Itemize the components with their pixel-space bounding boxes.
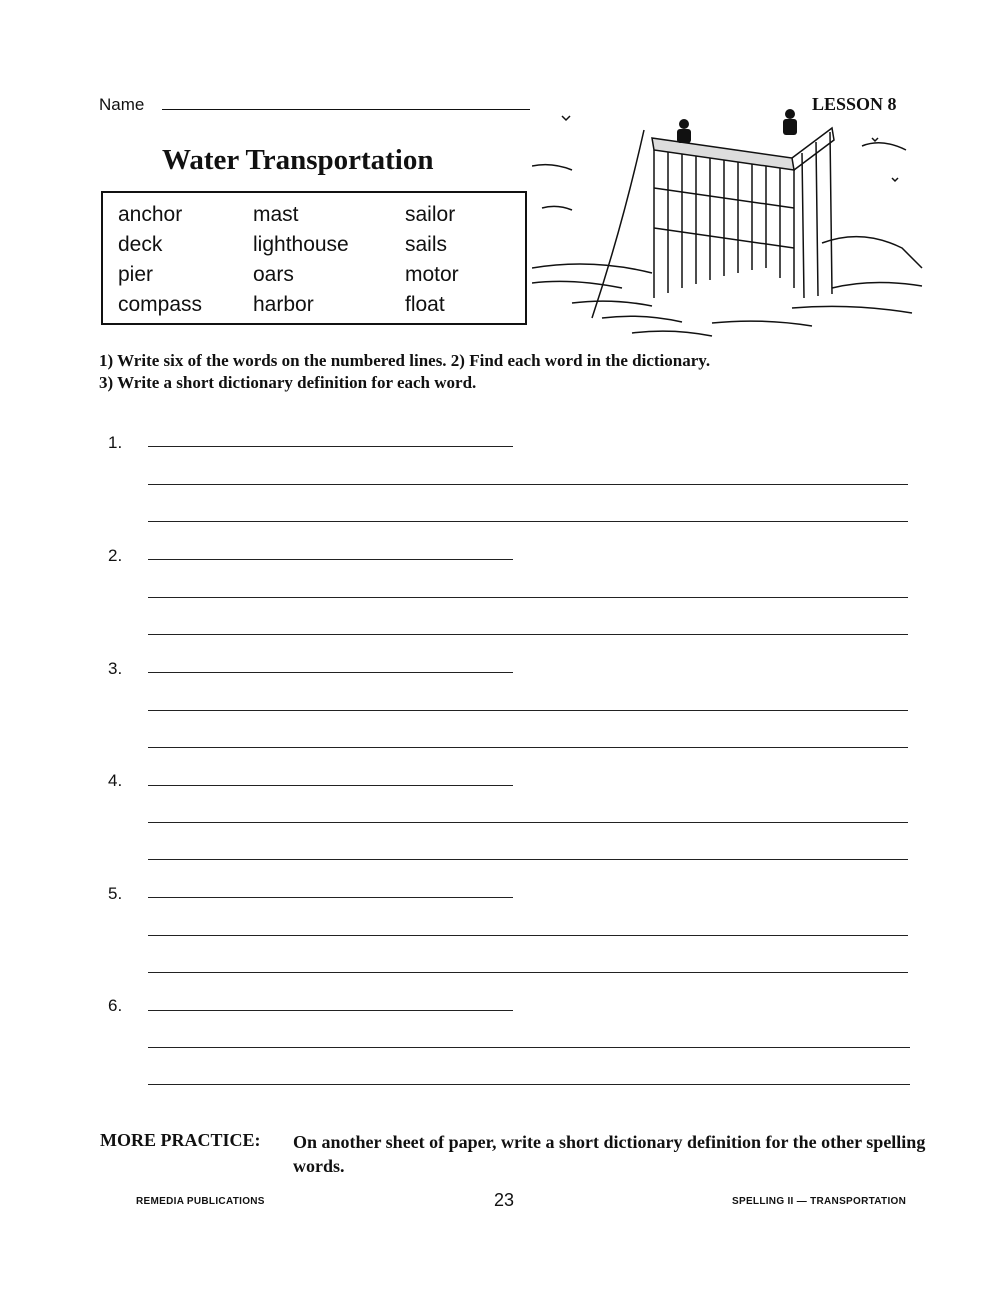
- instructions-line-2: 3) Write a short dictionary definition for each word.: [99, 373, 477, 392]
- word-pier: pier: [118, 263, 154, 286]
- definition-line-5a[interactable]: [148, 935, 908, 936]
- definition-line-3b[interactable]: [148, 747, 908, 748]
- word-oars: oars: [253, 263, 294, 286]
- word-line-2[interactable]: [148, 559, 513, 560]
- word-sailor: sailor: [405, 203, 456, 226]
- definition-line-5b[interactable]: [148, 972, 908, 973]
- word-line-4[interactable]: [148, 785, 513, 786]
- word-mast: mast: [253, 203, 299, 226]
- footer-publisher: REMEDIA PUBLICATIONS: [136, 1196, 265, 1207]
- definition-line-1a[interactable]: [148, 484, 908, 485]
- spelling-word-box: [101, 191, 527, 325]
- item-number: 4.: [108, 771, 123, 790]
- name-label: Name: [99, 95, 145, 114]
- word-line-6[interactable]: [148, 1010, 513, 1011]
- footer-page-number: 23: [494, 1190, 515, 1210]
- word-harbor: harbor: [253, 293, 314, 316]
- word-line-1[interactable]: [148, 446, 513, 447]
- footer-series: SPELLING II — TRANSPORTATION: [732, 1196, 907, 1207]
- word-anchor: anchor: [118, 203, 183, 226]
- word-sails: sails: [405, 233, 448, 256]
- item-number: 6.: [108, 996, 123, 1015]
- instructions: [99, 350, 710, 394]
- instructions-line-1: 1) Write six of the words on the numbered lines. 2) Find each word in the dictionary.: [99, 351, 711, 370]
- item-number: 3.: [108, 659, 123, 678]
- item-number: 2.: [108, 546, 123, 565]
- more-practice-text: On another sheet of paper, write a short dictionary definition for the other spelling words.: [293, 1132, 926, 1176]
- definition-line-2b[interactable]: [148, 634, 908, 635]
- word-lighthouse: lighthouse: [253, 233, 349, 256]
- word-line-5[interactable]: [148, 897, 513, 898]
- page-title: Water Transportation: [162, 144, 434, 176]
- definition-line-4a[interactable]: [148, 822, 908, 823]
- definition-line-1b[interactable]: [148, 521, 908, 522]
- item-number: 1.: [108, 433, 123, 452]
- name-field-line[interactable]: [162, 109, 530, 110]
- word-compass: compass: [118, 293, 203, 316]
- word-line-3[interactable]: [148, 672, 513, 673]
- definition-line-3a[interactable]: [148, 710, 908, 711]
- word-motor: motor: [405, 263, 459, 286]
- definition-line-2a[interactable]: [148, 597, 908, 598]
- definition-line-6a[interactable]: [148, 1047, 910, 1048]
- word-float: float: [405, 293, 445, 316]
- definition-line-4b[interactable]: [148, 859, 908, 860]
- word-deck: deck: [118, 233, 163, 256]
- definition-line-6b[interactable]: [148, 1084, 910, 1085]
- lesson-number: LESSON 8: [812, 94, 897, 114]
- item-number: 5.: [108, 884, 123, 903]
- pier-with-fishermen-illustration-icon: [532, 108, 932, 348]
- more-practice-label: MORE PRACTICE:: [100, 1130, 261, 1150]
